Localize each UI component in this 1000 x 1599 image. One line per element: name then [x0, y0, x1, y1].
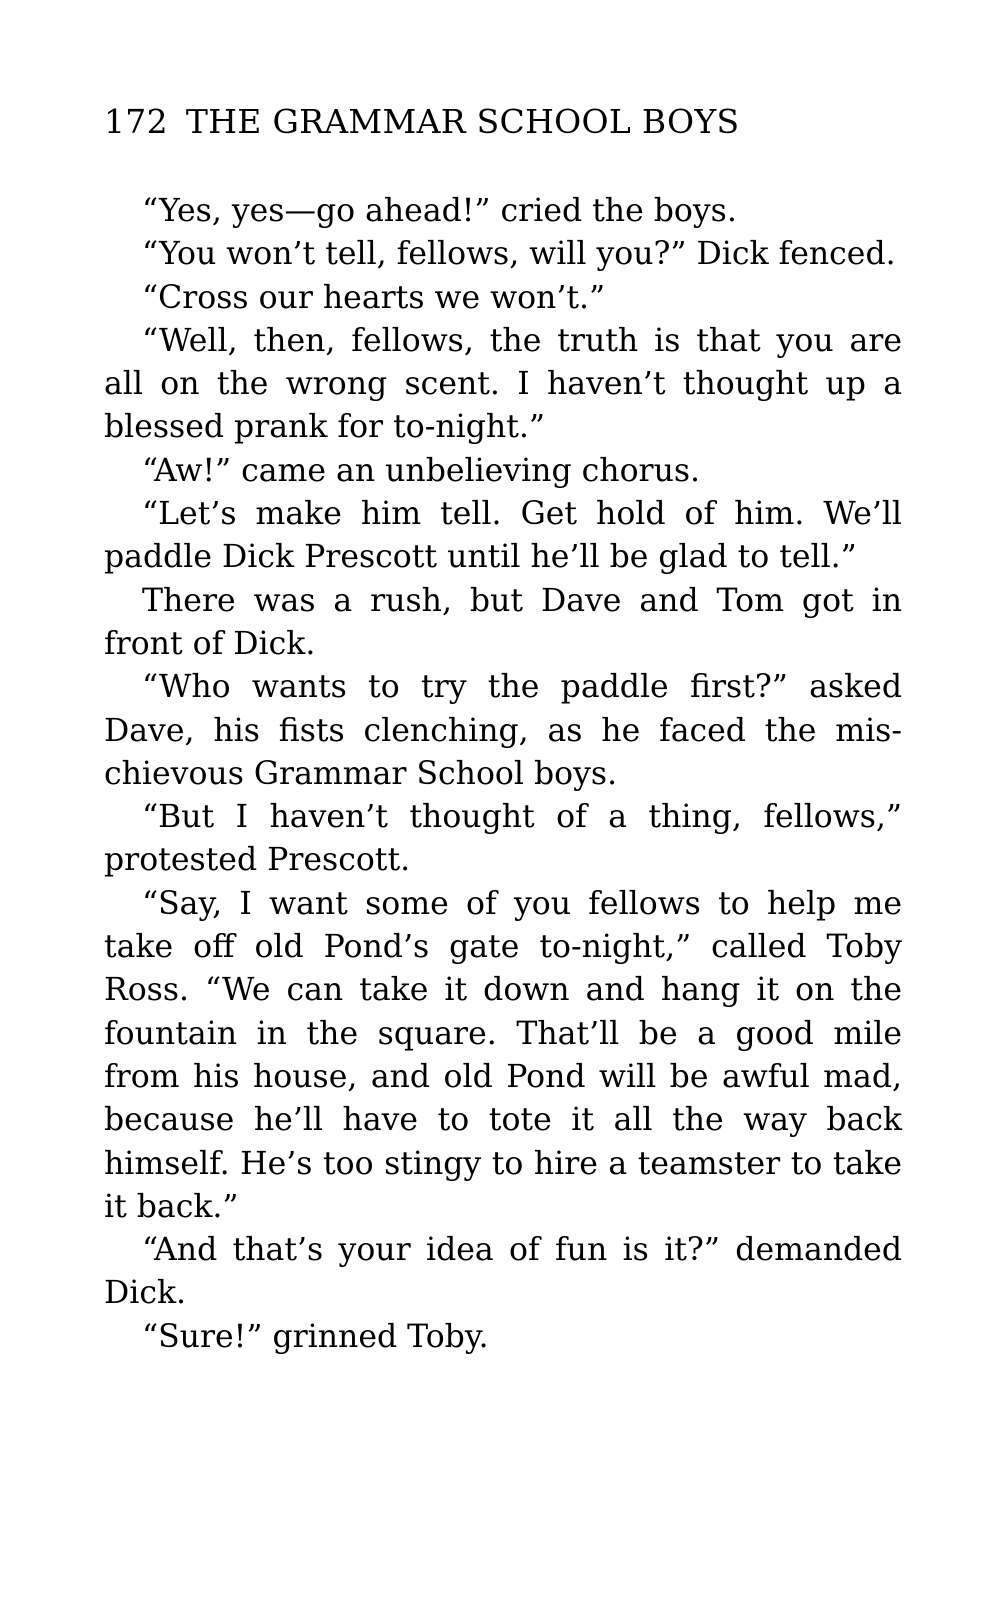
paragraph-5: “Aw!” came an unbelieving chorus. — [142, 452, 701, 489]
paragraph-1: “Yes, yes—go ahead!” cried the boys. — [142, 193, 737, 229]
paragraph-4: “Well, then, fellows, the truth is that you are all on the wrong scent. I haven’t thought up a blessed prank for to-night.” — [104, 322, 902, 446]
body-text — [104, 190, 902, 1359]
paragraph-9: “But I haven’t thought of a thing, fellows,” protested Prescott. — [104, 799, 902, 879]
paragraph-6: “Let’s make him tell. Get hold of him. We’ll paddle Dick Prescott until he’ll be glad to tell.” — [104, 496, 902, 576]
running-title: THE GRAMMAR SCHOOL BOYS — [185, 102, 740, 141]
paragraph-11: “And that’s your idea of fun is it?” demanded Dick. — [104, 1232, 902, 1312]
running-head — [104, 100, 904, 144]
paragraph-12: “Sure!” grinned Toby. — [142, 1318, 489, 1355]
paragraph-7: There was a rush, but Dave and Tom got in front of Dick. — [104, 582, 902, 662]
page-number: 172 — [104, 102, 168, 141]
paragraph-10: “Say, I want some of you fellows to help me take off old Pond’s gate to-night,” called Toby Ross. “We can take it down and hang it on the fountain in the square. That’ll be a good mile from his house, and old Pond will be awful mad, because he’ll have to tote it all the way back himself. He’s too stingy to hire a teamster to take it back.” — [104, 885, 902, 1225]
paragraph-3: “Cross our hearts we won’t.” — [142, 279, 606, 316]
paragraph-2: “You won’t tell, fellows, will you?” Dick fenced. — [142, 236, 896, 273]
paragraph-8: “Who wants to try the paddle first?” asked Dave, his fists clenching, as he faced the mischievous Grammar School boys. — [104, 669, 902, 792]
